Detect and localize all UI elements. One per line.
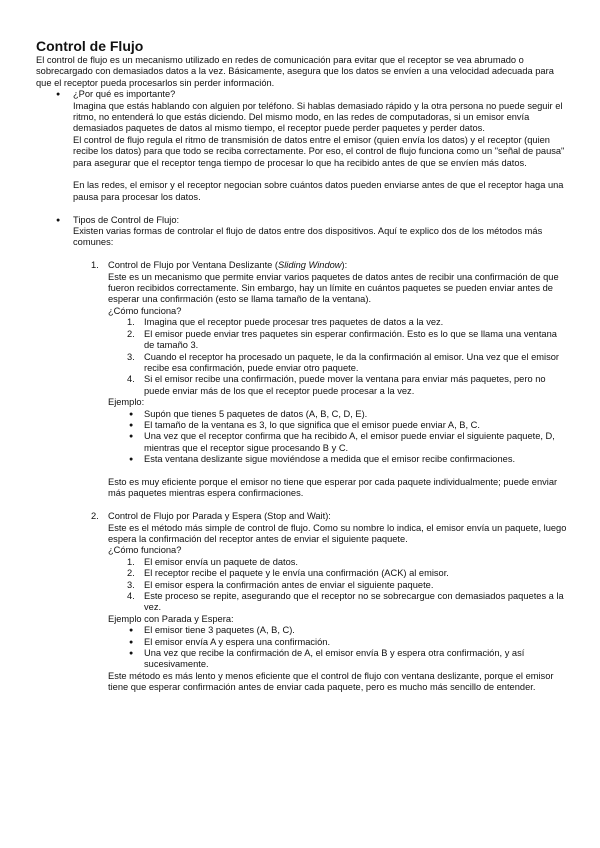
bullet-icon: ● — [56, 91, 61, 99]
method-2-description: Este es el método más simple de control de flujo. Como su nombre lo indica, el emisor envía un paquete, luego espera la confirmación del receptor antes de enviar el siguiente paquete. — [108, 522, 567, 544]
method-2-how-label: ¿Cómo funciona? — [108, 545, 182, 556]
types-section — [36, 215, 568, 249]
method-1 — [36, 260, 568, 317]
types-intro: Existen varias formas de controlar el flujo de datos entre dos dispositivos. Aquí te explico dos de los métodos más comunes: — [73, 226, 543, 248]
importance-section — [36, 89, 568, 203]
bullet-icon: ● — [56, 216, 61, 224]
importance-paragraph-1: Imagina que estás hablando con alguien por teléfono. Si hablas demasiado rápido y la otra persona no puede seguir el ritmo, no entenderá lo que estás diciendo. Del mismo modo, en las redes de computadoras, si un emisor envía demasiados paquetes de datos al mismo tiempo, el receptor puede perder paquetes y perder datos. — [73, 100, 563, 134]
method-2-number: 2. — [91, 511, 99, 522]
importance-paragraph-2: El control de flujo regula el ritmo de transmisión de datos entre el emisor (quien envía los datos) y el receptor (quien recibe los datos) para que todo se reciba correctamente. Por eso, el control de flujo funciona como un "señal de pausa" para asegurar que el receptor tenga tiempo de procesar lo que ha recibido antes de que se envíen más datos. — [73, 134, 565, 168]
method-1-step: 1. Imagina que el receptor puede procesar tres paquetes de datos a la vez. — [127, 317, 444, 328]
method-1-step: 4. Si el emisor recibe una confirmación, puede mover la ventana para enviar más paquetes, pero no puede enviar más de los que el receptor puede procesar a la vez. — [127, 374, 546, 396]
method-2-step: 4. Este proceso se repite, asegurando que el receptor no se sobrecargue con demasiados paquetes a la vez. — [127, 591, 564, 613]
method-1-title: Control de Flujo por Ventana Deslizante (Sliding Window): — [108, 260, 348, 271]
importance-heading: ¿Por qué es importante? — [73, 89, 176, 100]
method-1-example: ● Supón que tienes 5 paquetes de datos (A, B, C, D, E). — [129, 408, 368, 419]
method-1-conclusion: Esto es muy eficiente porque el emisor no tiene que esperar por cada paquete individualmente; puede enviar más paquetes mientras espera confirmaciones. — [108, 476, 558, 499]
method-2-step: 2. El receptor recibe el paquete y le envía una confirmación (ACK) al emisor. — [127, 568, 449, 579]
method-1-example: ● El tamaño de la ventana es 3, lo que significa que el emisor puede enviar A, B, C. — [129, 419, 480, 430]
document-page — [36, 38, 568, 694]
method-1-step: 2. El emisor puede enviar tres paquetes sin esperar confirmación. Esto es lo que se llama una ventana de tamaño 3. — [127, 328, 557, 351]
method-1-description: Este es un mecanismo que permite enviar varios paquetes de datos antes de recibir una confirmación de que fueron recibidos correctamente. Sin embargo, hay un límite en cuántos paquetes se pueden enviar antes de esperar una confirmación (esto se llama tamaño de la ventana). — [108, 271, 559, 305]
method-2 — [36, 511, 568, 557]
method-2-title: Control de Flujo por Parada y Espera (Stop and Wait): — [108, 511, 331, 522]
method-2-step: 3. El emisor espera la confirmación antes de enviar el siguiente paquete. — [127, 579, 434, 590]
importance-paragraph-3: En las redes, el emisor y el receptor negocian sobre cuántos datos pueden enviarse antes de que el receptor haga una pausa para procesar los datos. — [73, 180, 564, 202]
method-2-conclusion: Este método es más lento y menos eficiente que el control de flujo con ventana deslizante, porque el emisor tiene que esperar confirmación antes de enviar cada paquete, pero es mucho más sencillo de entender. — [108, 670, 554, 693]
method-1-example-label: Ejemplo: — [108, 397, 145, 408]
page-title: Control de Flujo — [36, 38, 144, 54]
method-1-number: 1. — [91, 260, 99, 271]
method-1-step: 3. Cuando el receptor ha procesado un paquete, le da la confirmación al emisor. Una vez que el emisor recibe esa confirmación, puede enviar otro paquete. — [127, 351, 559, 373]
method-2-example-label: Ejemplo con Parada y Espera: — [108, 613, 234, 624]
method-2-example: ● El emisor envía A y espera una confirmación. — [129, 636, 331, 647]
method-2-example: ● El emisor tiene 3 paquetes (A, B, C). — [129, 625, 295, 636]
types-heading: Tipos de Control de Flujo: — [73, 214, 180, 225]
method-1-example: ● Una vez que el receptor confirma que ha recibido A, el emisor puede enviar el siguiente paquete, D, mientras que el receptor sigue procesando B y C. — [129, 431, 555, 453]
method-2-example: ● Una vez que recibe la confirmación de A, el emisor envía B y espera otra confirmación, y así sucesivamente. — [129, 648, 525, 670]
intro-paragraph: El control de flujo es un mecanismo utilizado en redes de comunicación para evitar que el receptor se vea abrumado o sobrecargado con demasiados datos a la vez. Básicamente, asegura que los datos se envíen a una velocidad adecuada para que el receptor pueda procesarlos sin perder información. — [36, 55, 554, 88]
method-1-how-label: ¿Cómo funciona? — [108, 305, 182, 316]
method-1-example: ● Esta ventana deslizante sigue moviéndose a medida que el emisor recibe confirmaciones. — [129, 454, 516, 465]
method-2-step: 1. El emisor envía un paquete de datos. — [127, 556, 299, 567]
